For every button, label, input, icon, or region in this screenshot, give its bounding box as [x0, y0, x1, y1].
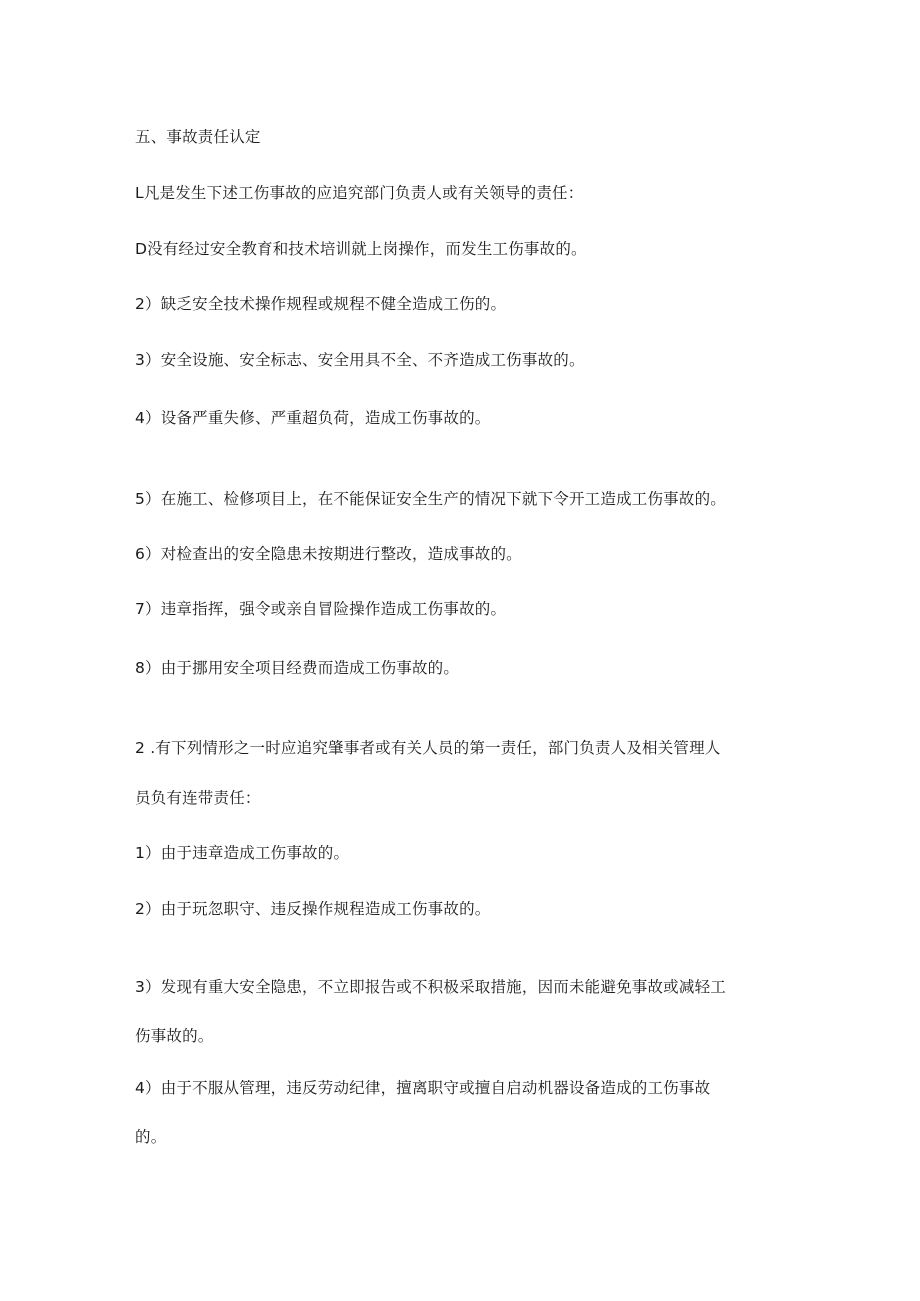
- section2-item-2: 2）由于玩忽职守、违反操作规程造成工伤事故的。: [135, 900, 491, 918]
- section2-item-3-line1: 3）发现有重大安全隐患，不立即报告或不积极采取措施，因而未能避免事故或减轻工: [135, 978, 726, 996]
- section1-item-6: 6）对检查出的安全隐患未按期进行整改，造成事故的。: [135, 545, 522, 563]
- section1-item-7: 7）违章指挥，强令或亲自冒险操作造成工伤事故的。: [135, 600, 507, 618]
- section1-item-2: 2）缺乏安全技术操作规程或规程不健全造成工伤的。: [135, 295, 507, 313]
- section1-item-3: 3）安全设施、安全标志、安全用具不全、不齐造成工伤事故的。: [135, 351, 585, 369]
- section1-item-4: 4）设备严重失修、严重超负荷，造成工伤事故的。: [135, 409, 491, 427]
- section2-item-4-line2: 的。: [135, 1128, 167, 1146]
- section1-item-1: D没有经过安全教育和技术培训就上岗操作，而发生工伤事故的。: [135, 240, 587, 258]
- section-heading: 五、事故责任认定: [135, 128, 261, 146]
- section2-intro-line1: 2 .有下列情形之一时应追究肇事者或有关人员的第一责任，部门负责人及相关管理人: [135, 739, 721, 757]
- section2-intro-line2: 员负有连带责任：: [135, 789, 261, 807]
- section2-item-3-line2: 伤事故的。: [135, 1027, 214, 1045]
- section1-intro: L凡是发生下述工伤事故的应追究部门负责人或有关领导的责任：: [135, 184, 584, 202]
- section1-item-5: 5）在施工、检修项目上，在不能保证安全生产的情况下就下令开工造成工伤事故的。: [135, 490, 726, 508]
- section2-item-1: 1）由于违章造成工伤事故的。: [135, 844, 350, 862]
- section1-item-8: 8）由于挪用安全项目经费而造成工伤事故的。: [135, 659, 460, 677]
- section2-item-4-line1: 4）由于不服从管理，违反劳动纪律，擅离职守或擅自启动机器设备造成的工伤事故: [135, 1079, 711, 1097]
